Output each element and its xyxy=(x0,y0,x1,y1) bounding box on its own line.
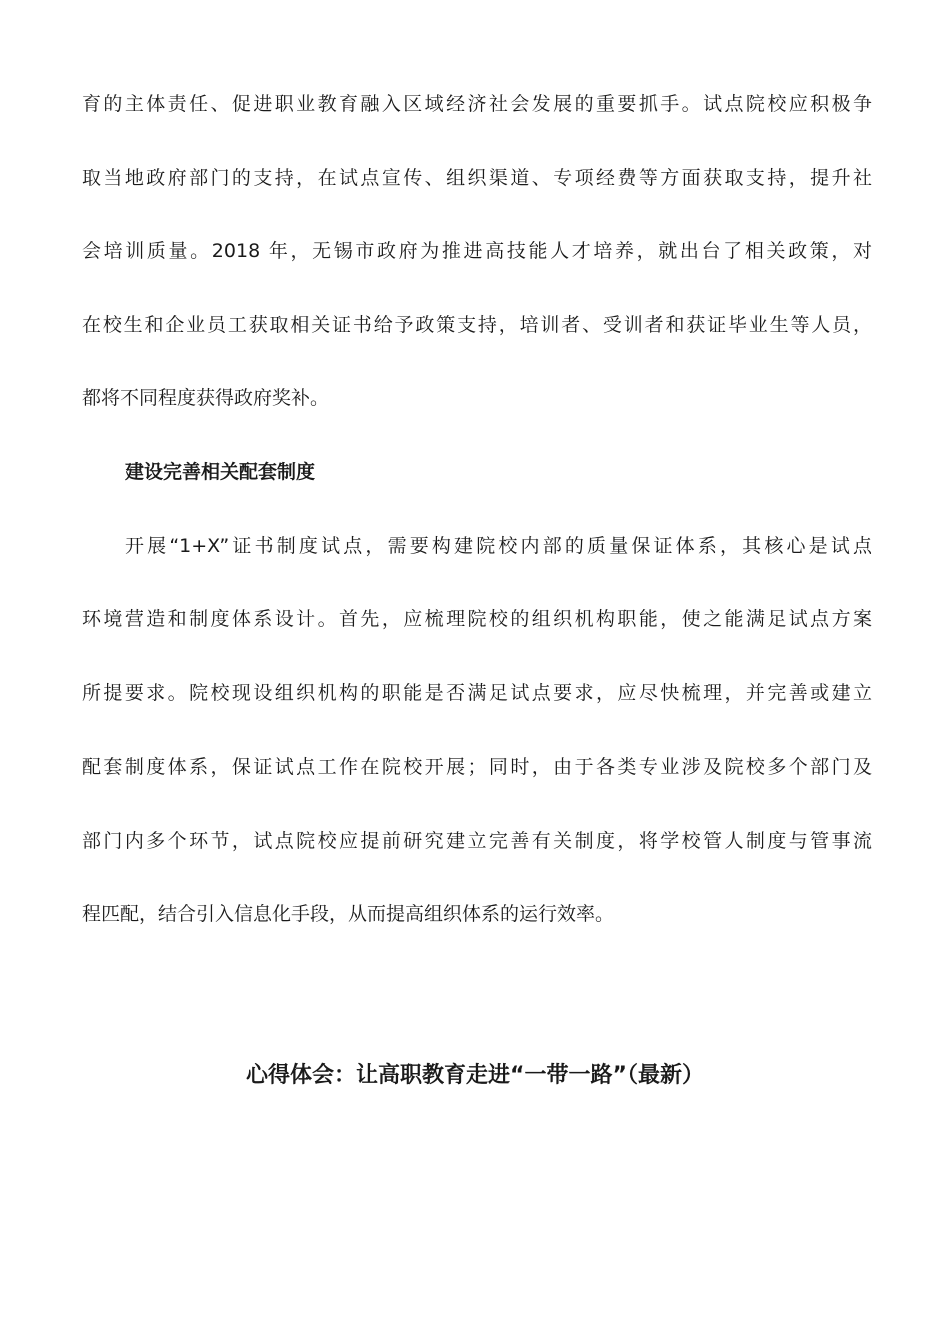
paragraph-line: 育的主体责任、促进职业教育融入区域经济社会发展的重要抓手。试点院校应积极争 xyxy=(82,93,872,115)
paragraph-line: 开展“1+X”证书制度试点，需要构建院校内部的质量保证体系，其核心是试点 xyxy=(125,535,872,557)
paragraph-line: 环境营造和制度体系设计。首先，应梳理院校的组织机构职能，使之能满足试点方案 xyxy=(82,608,872,630)
paragraph-line: 程匹配，结合引入信息化手段，从而提高组织体系的运行效率。 xyxy=(82,903,615,925)
paragraph-line: 在校生和企业员工获取相关证书给予政策支持，培训者、受训者和获证毕业生等人员， xyxy=(82,314,872,336)
document-title: 心得体会：让高职教育走进“一带一路”（最新） xyxy=(246,1063,704,1088)
paragraph-line: 会培训质量。2018 年，无锡市政府为推进高技能人才培养，就出台了相关政策，对 xyxy=(82,240,872,262)
paragraph-line: 取当地政府部门的支持，在试点宣传、组织渠道、专项经费等方面获取支持，提升社 xyxy=(82,167,872,189)
paragraph-line: 都将不同程度获得政府奖补。 xyxy=(82,387,330,409)
paragraph-line: 配套制度体系，保证试点工作在院校开展；同时，由于各类专业涉及院校多个部门及 xyxy=(82,756,872,778)
section-heading: 建设完善相关配套制度 xyxy=(125,461,316,483)
paragraph-line: 所提要求。院校现设组织机构的职能是否满足试点要求，应尽快梳理，并完善或建立 xyxy=(82,682,872,704)
paragraph-line: 部门内多个环节，试点院校应提前研究建立完善有关制度，将学校管人制度与管事流 xyxy=(82,830,872,852)
